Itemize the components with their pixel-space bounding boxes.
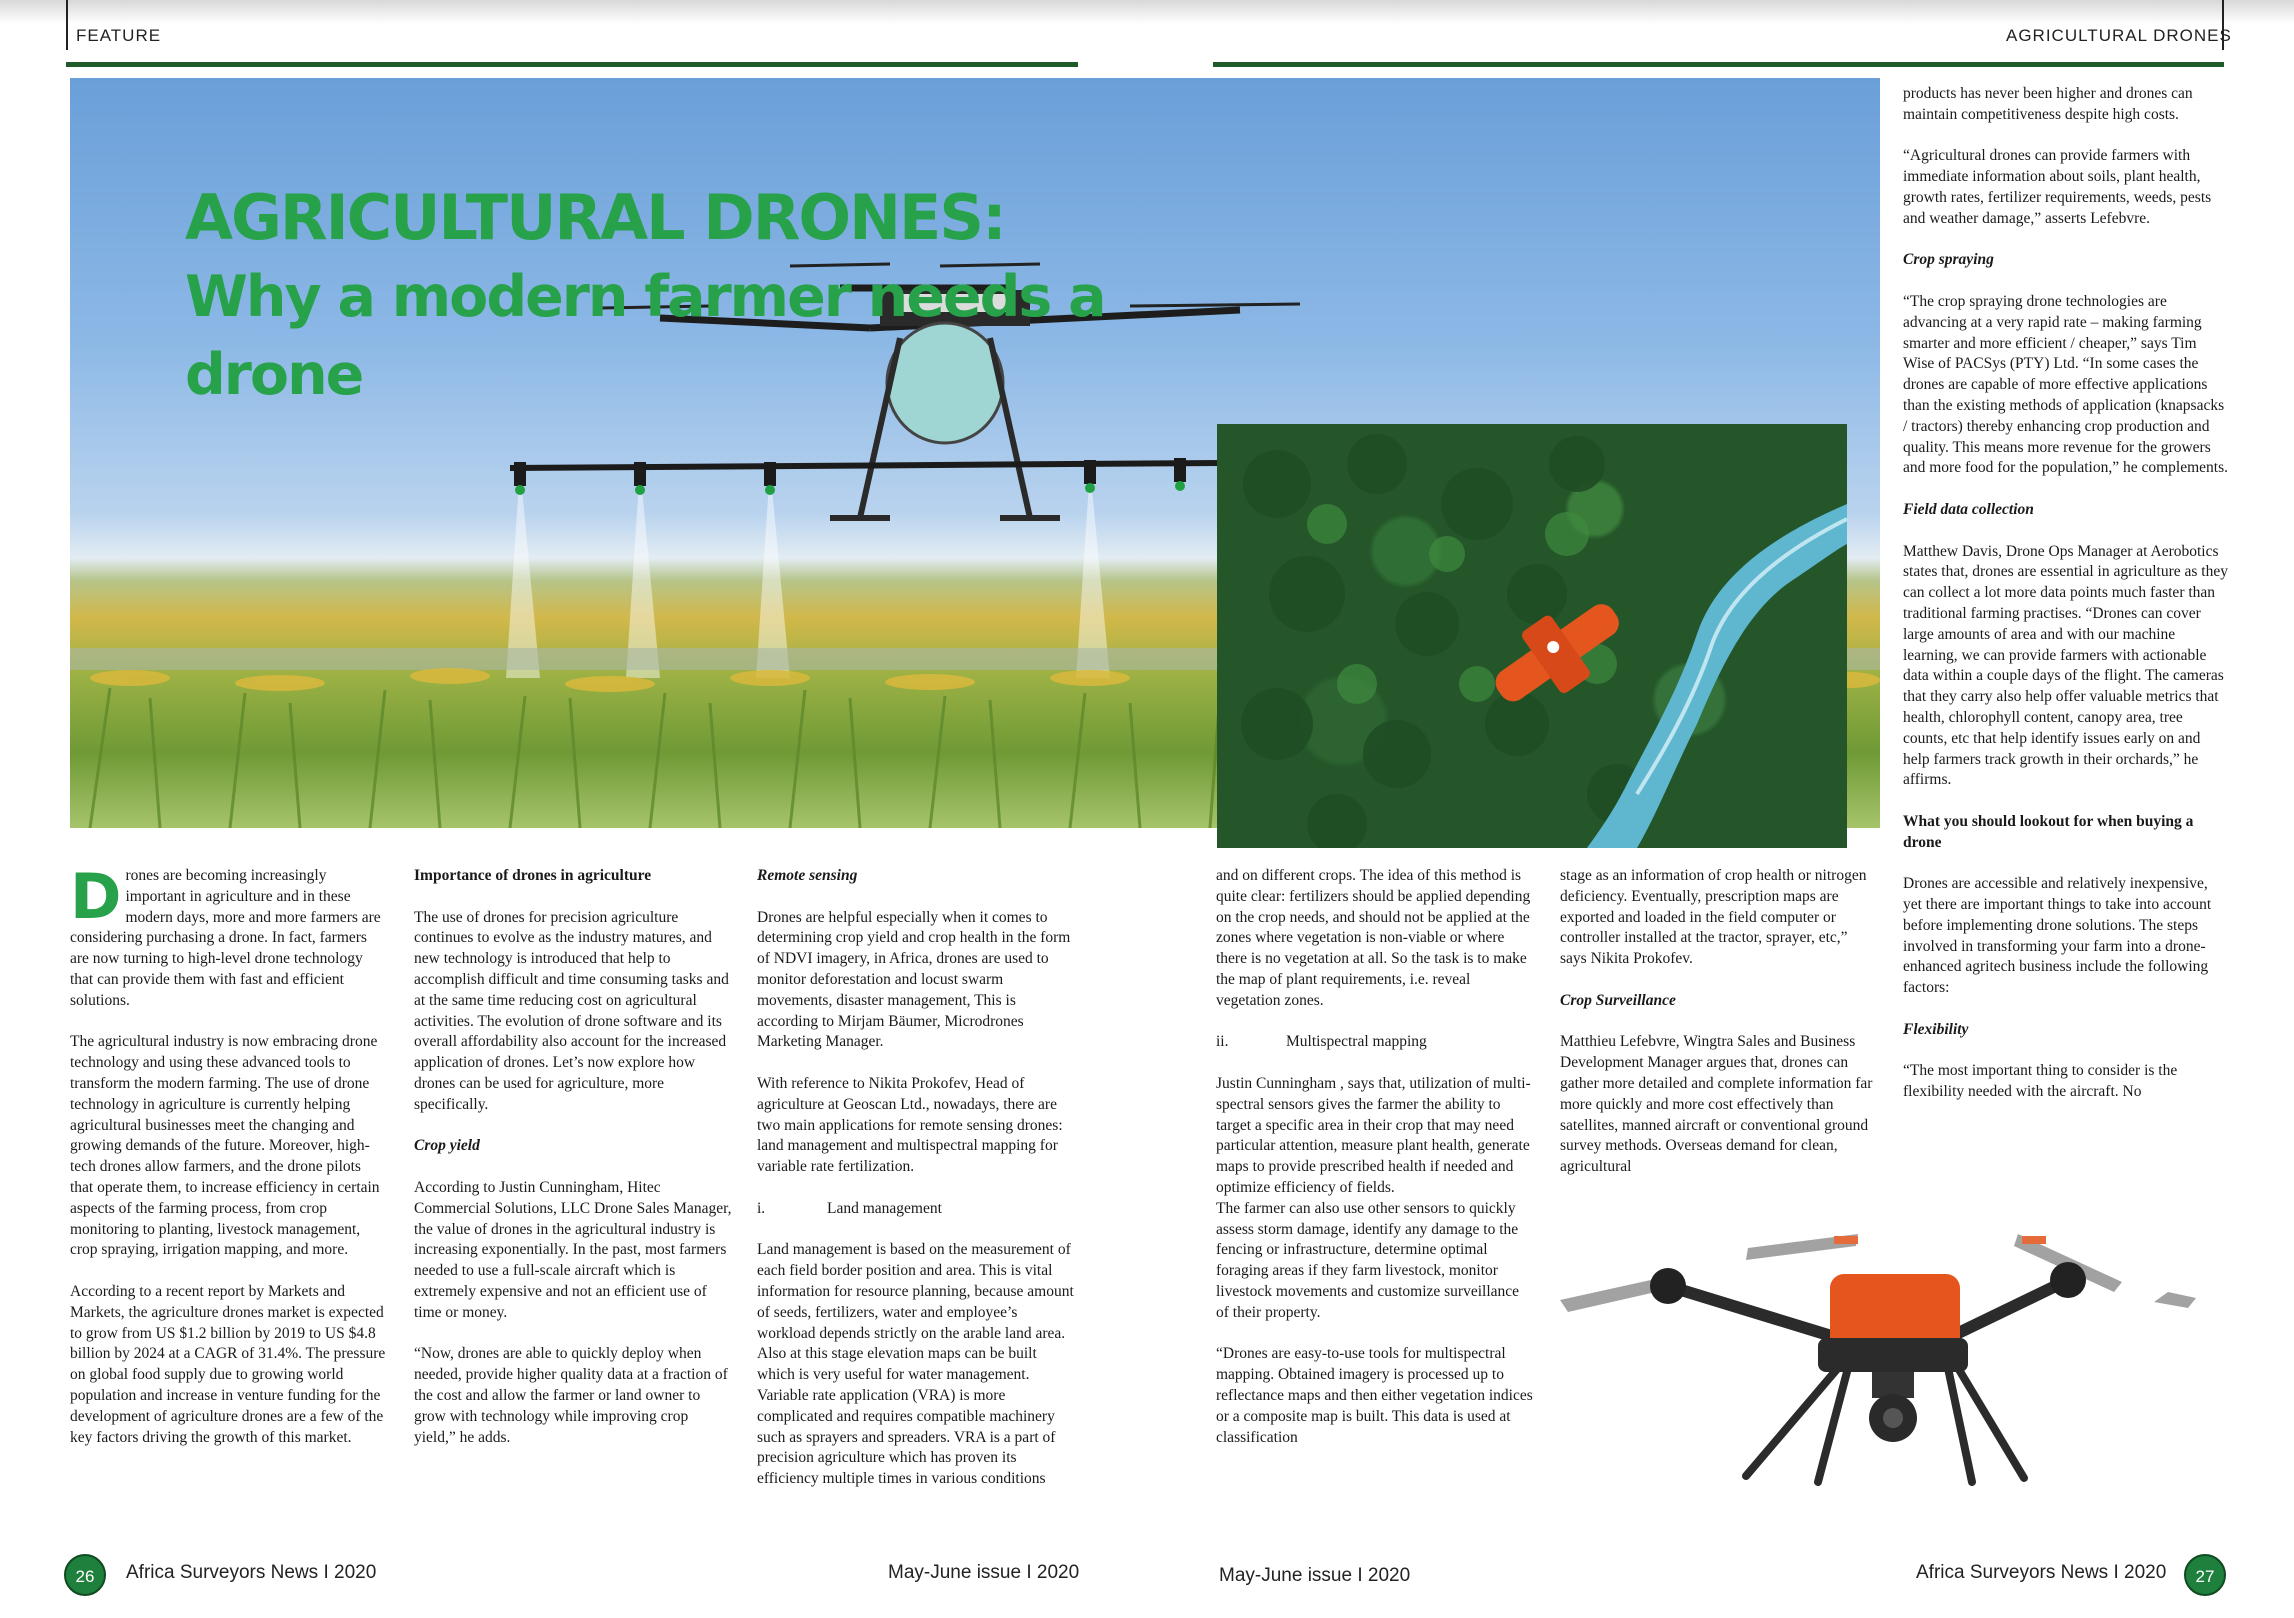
- title-line-2: Why a modern farmer needs a: [185, 264, 1105, 330]
- col6-p1: products has never been higher and drones can maintain competitiveness despite high costs.: [1903, 85, 2193, 123]
- col3-p2: With reference to Nikita Prokofev, Head of agriculture at Geoscan Ltd., nowadays, there are two main applications for remote sensing drones: land management and multispectral mapping for variable rate fertilization.: [757, 1074, 1063, 1176]
- title-line-3: drone: [185, 342, 363, 408]
- col1-p2: The agricultural industry is now embracing drone technology and using these advanced tools to transform the modern farming. The use of drone technology in agriculture is currently helping agricultural businesses meet the changing and growing demands of the future. Moreover, high-tech drones allow farmers, and the drone pilots that operate them, to increase efficiency in certain aspects of the farming process, from crop monitoring to planting, livestock management, crop spraying, irrigation mapping, and more.: [70, 1033, 380, 1259]
- col2-p3: “Now, drones are able to quickly deploy when needed, provide higher quality data at a fraction of the cost and allow the farmer or land owner to grow with technology while improving crop yield,” he adds.: [414, 1345, 728, 1446]
- col3-p1: Drones are helpful especially when it comes to determining crop yield and crop health in the form of NDVI imagery, in Africa, drones are used to monitor deforestation and locust swarm movements, disaster management, This is according to Mirjam Bäumer, Microdrones Marketing Manager.: [757, 908, 1071, 1051]
- left-page-edge: [66, 0, 68, 50]
- col6-p6: “The most important thing to consider is the flexibility needed with the aircraft. No: [1903, 1062, 2178, 1101]
- list-item-multispectral: [1216, 1032, 1534, 1053]
- col6-p4: Matthew Davis, Drone Ops Manager at Aerobotics states that, drones are essential in agriculture as they can collect a lot more data points much faster than traditional farming practises. “Drones can cover large amounts of area and with our machine learning, we can provide farmers with actionable data within a couple days of the flight. The cameras that they carry also help offer valuable metrics that health, chlorophyll content, canopy area, tree counts, etc that help identify issues early on and help farmers track growth in their orchards,” he affirms.: [1903, 542, 2228, 789]
- col6-p2: “Agricultural drones can provide farmers with immediate information about soils, plant health, growth rates, fertilizer requirements, weeds, pests and weather damage,” asserts Lefebvre.: [1903, 147, 2212, 227]
- page-top-shadow: [0, 0, 2294, 24]
- heading-buying-drone: What you should lookout for when buying a drone: [1903, 812, 2194, 851]
- heading-field-data: Field data collection: [1903, 500, 2034, 518]
- col4-p2: Justin Cunningham , says that, utilization of multi-spectral sensors gives the farmer the ability to target a specific area in their crop that may need particular attention, measure plant health, generate maps to provide prescribed health if needed and optimize efficiency of fields.: [1216, 1074, 1531, 1196]
- header-rule-left: [66, 62, 1078, 67]
- text-column-4: [1216, 866, 1534, 1469]
- list-item-land-management: [757, 1199, 1075, 1220]
- page-number-right: 27: [2184, 1554, 2226, 1596]
- header-rule-right: [1213, 62, 2224, 67]
- col1-p1: rones are becoming increasingly important in agriculture and in these modern days, more and more farmers are considering purchasing a drone. In fact, farmers are now turning to high-level drone technology that can provide them with fast and efficient solutions.: [70, 867, 381, 1009]
- section-label-left: FEATURE: [76, 26, 162, 45]
- col2-p1: The use of drones for precision agriculture continues to evolve as the industry matures, and new technology is introduced that help to accomplish difficult and time consuming tasks and at the same time reducing cost on agricultural activities. The evolution of drone software and its overall affordability also account for the increased application of drones. Let’s now explore how drones can be used for agriculture, more specifically.: [414, 908, 729, 1113]
- heading-crop-surveillance: Crop Surveillance: [1560, 991, 1676, 1009]
- text-column-1: [70, 860, 386, 1469]
- publication-right: Africa Surveyors News I 2020: [1916, 1562, 2167, 1583]
- heading-remote-sensing: Remote sensing: [757, 867, 858, 884]
- text-column-3: [757, 866, 1075, 1511]
- col6-p5: Drones are accessible and relatively inexpensive, yet there are important things to take into account before implementing drone solutions. The steps involved in transforming your farm into a drone-enhanced agritech business include the following factors:: [1903, 875, 2212, 997]
- col3-p3: Land management is based on the measurement of each field border position and area. This is vital information for resource planning, because amount of seeds, fertilizers, water and employee’s workload depends strictly on the arable land area. Also at this stage elevation maps can be built which is very useful for water management. Variable rate application (VRA) is more complicated and requires compatible machinery such as sprayers and spreaders. VRA is a part of precision agriculture which has proven its efficiency multiple times in various conditions: [757, 1241, 1074, 1488]
- col5-p2: Matthieu Lefebvre, Wingtra Sales and Business Development Manager argues that, drones can gather more detailed and complete information far more quickly and more cost effectively than satellites, manned aircraft or conventional ground survey methods. Overseas demand for clean, agricultural: [1560, 1033, 1873, 1176]
- heading-flexibility: Flexibility: [1903, 1020, 1969, 1038]
- text-column-2: [414, 866, 732, 1469]
- title-line-1: AGRICULTURAL DRONES:: [185, 181, 1005, 254]
- publication-left: Africa Surveyors News I 2020: [126, 1562, 377, 1583]
- col6-p3: “The crop spraying drone technologies are advancing at a very rapid rate – making farming smarter and more efficient / cheaper,” says Tim Wise of PACSys (PTY) Ltd. “In some cases the drones are capable of more effective applications than the existing methods of application (knapsacks / tractors) thereby enhancing crop production and quality. This means more revenue for the growers and more food for the population,” he complements.: [1903, 292, 2228, 477]
- list-number: i.: [757, 1199, 766, 1217]
- list-text: Land management: [827, 1199, 942, 1217]
- heading-importance: Importance of drones in agriculture: [414, 867, 652, 884]
- issue-right: May-June issue I 2020: [1219, 1565, 1411, 1586]
- drop-cap: D: [70, 860, 122, 933]
- list-text: Multispectral mapping: [1286, 1033, 1427, 1051]
- section-label-right: AGRICULTURAL DRONES: [2006, 26, 2232, 45]
- text-column-6: [1903, 84, 2229, 1124]
- quadcopter-drone-image: [1548, 1228, 2198, 1488]
- text-column-5: [1560, 866, 1878, 1199]
- col2-p2: According to Justin Cunningham, Hitec Commercial Solutions, LLC Drone Sales Manager, the value of drones in the agricultural industry is increasing exponentially. In the past, most farmers needed to use a full-scale aircraft which is extremely expensive and not an efficient use of time or money.: [414, 1178, 732, 1321]
- forest-drone-photo: [1217, 424, 1847, 848]
- col1-p3: According to a recent report by Markets and Markets, the agriculture drones market is expected to grow from US $1.2 billion by 2019 to US $4.8 billion by 2024 at a CAGR of 31.4%. The pressure on global food supply due to growing world population and increase in venture funding for the development of agriculture drones are a few of the key factors driving the growth of this market.: [70, 1282, 386, 1446]
- col4-p2b: The farmer can also use other sensors to quickly assess storm damage, identify any damage to the fencing or infrastructure, determine optimal foraging areas if they farm livestock, monitor livestock movements and customize surveillance of their property.: [1216, 1199, 1520, 1321]
- col5-p1: stage as an information of crop health or nitrogen deficiency. Eventually, prescription maps are exported and loaded in the field computer or controller installed at the tractor, sprayer, etc,” says Nikita Prokofev.: [1560, 867, 1867, 968]
- list-number: ii.: [1216, 1033, 1229, 1051]
- page-number-left: 26: [64, 1554, 106, 1596]
- col4-p1: and on different crops. The idea of this method is quite clear: fertilizers should be applied depending on the crop needs, and should not be applied at the zones where vegetation is non-viable or where there is no vegetation at all. So the task is to make the map of plant requirements, i.e. reveal vegetation zones.: [1216, 867, 1531, 1009]
- heading-crop-yield: Crop yield: [414, 1137, 480, 1155]
- col4-p3: “Drones are easy-to-use tools for multispectral mapping. Obtained imagery is processed up to reflectance maps and then either vegetation indices or a composite map is built. This data is used at classification: [1216, 1345, 1533, 1446]
- heading-crop-spraying: Crop spraying: [1903, 251, 1994, 269]
- intro-paragraph: [70, 860, 386, 1012]
- article-title: [185, 178, 1165, 414]
- forest-illustration: [1217, 424, 1847, 848]
- issue-left: May-June issue I 2020: [888, 1562, 1080, 1583]
